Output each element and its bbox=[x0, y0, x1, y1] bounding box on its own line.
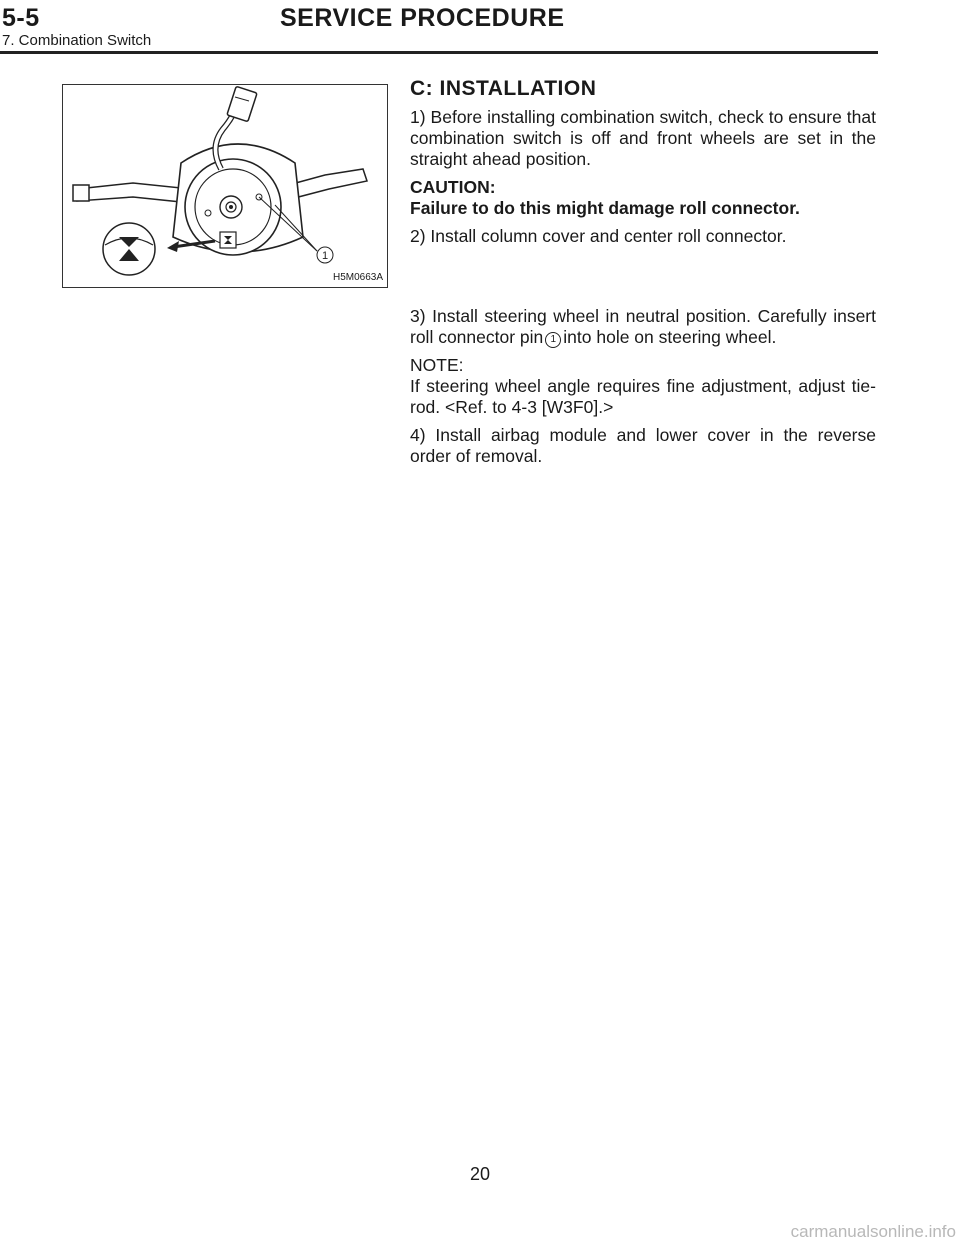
figure-code: H5M0663A bbox=[332, 272, 383, 283]
spacer bbox=[410, 254, 876, 306]
step-3-text-a: 3) Install steering wheel in neutral position. Carefully insert roll connector pin bbox=[410, 306, 876, 347]
section-number: 5-5 bbox=[2, 4, 40, 32]
page-title: SERVICE PROCEDURE bbox=[280, 4, 565, 32]
page-number: 20 bbox=[469, 1164, 491, 1184]
instructions bbox=[410, 78, 876, 474]
step-1: 1) Before installing combination switch, check to ensure that combination switch is off and front wheels are set in the straight ahead position. bbox=[410, 107, 876, 169]
page-subtitle: 7. Combination Switch bbox=[2, 32, 152, 49]
circled-number: 1 bbox=[545, 332, 561, 348]
step-2: 2) Install column cover and center roll connector. bbox=[410, 226, 787, 246]
caution-text: Failure to do this might damage roll connector. bbox=[410, 198, 800, 218]
note-text: If steering wheel angle requires fine adjustment, adjust tie-rod. <Ref. to 4-3 [W3F0].> bbox=[410, 376, 876, 417]
step-4: 4) Install airbag module and lower cover in the reverse order of removal. bbox=[410, 425, 876, 466]
header-rule bbox=[0, 51, 878, 54]
watermark: carmanualsonline.info bbox=[790, 1222, 956, 1241]
combination-switch-illustration bbox=[63, 85, 389, 289]
section-heading: C: INSTALLATION bbox=[410, 77, 597, 100]
caution-label: CAUTION: bbox=[410, 177, 496, 197]
note-label: NOTE: bbox=[410, 355, 464, 375]
combination-switch-figure bbox=[62, 84, 388, 288]
step-3 bbox=[410, 306, 876, 348]
step-3-text-b: into hole on steering wheel. bbox=[563, 327, 777, 347]
callout-number: 1 bbox=[321, 250, 329, 262]
